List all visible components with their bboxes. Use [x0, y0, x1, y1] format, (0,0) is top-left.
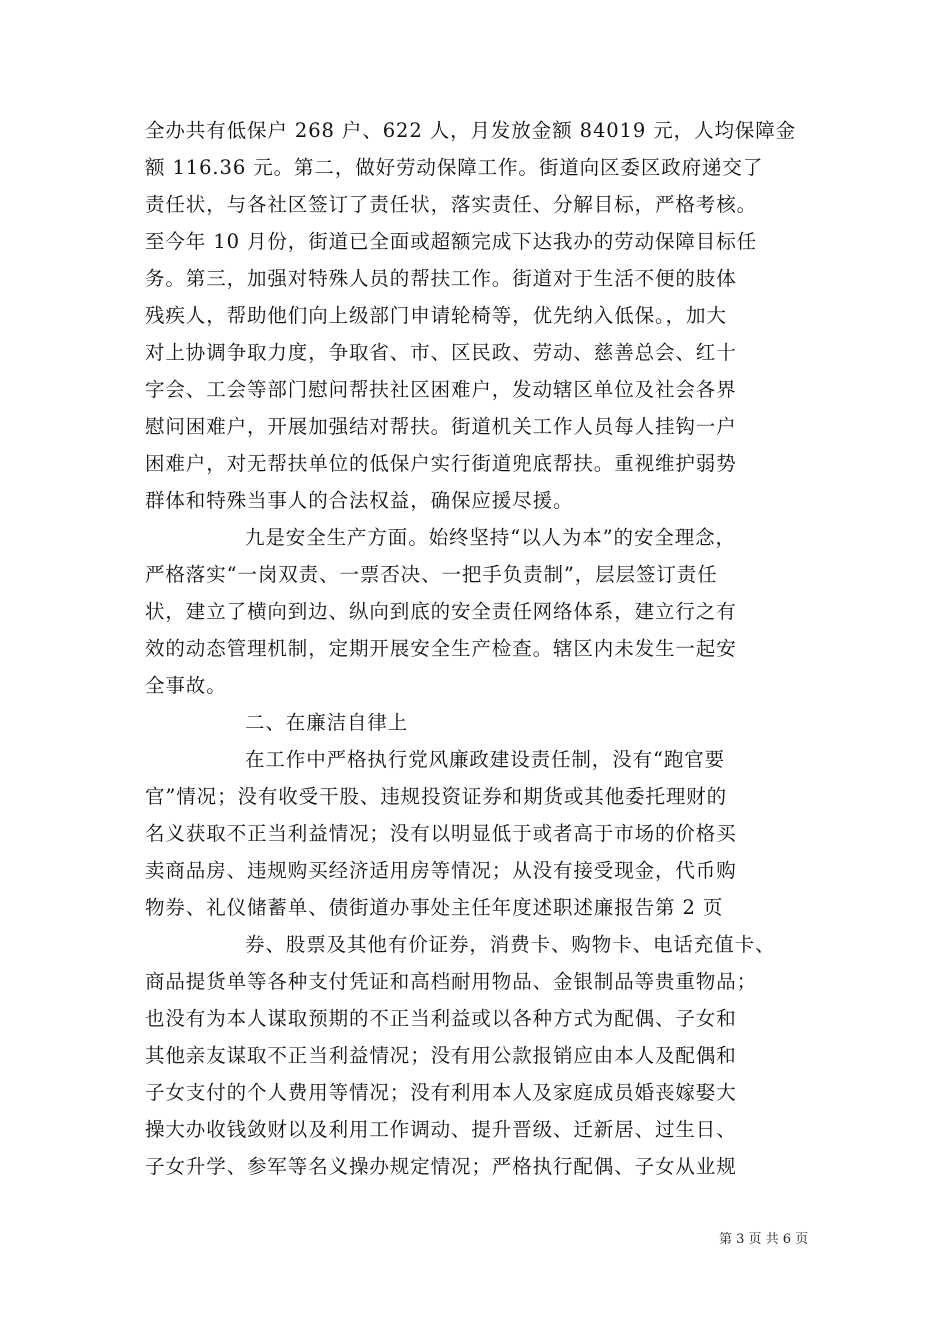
body-line: 困难户，对无帮扶单位的低保户实行街道兜底帮扶。重视维护弱势: [145, 452, 737, 475]
body-line: 残疾人，帮助他们向上级部门申请轮椅等，优先纳入低保。，加大: [145, 304, 727, 327]
body-line: 额 116.36 元。第二，做好劳动保障工作。街道向区委区政府递交了: [145, 156, 764, 179]
body-line: 严格落实“一岗双责、一票否决、一把手负责制”，层层签订责任: [145, 563, 718, 586]
section-heading: 二、在廉洁自律上: [245, 711, 409, 734]
body-line: 全事故。: [145, 674, 227, 697]
paragraph-start-line: 在工作中严格执行党风廉政建设责任制，没有“跑官要: [245, 748, 726, 771]
body-line: 字会、工会等部门慰问帮扶社区困难户，发动辖区单位及社会各界: [145, 378, 737, 401]
body-line: 也没有为本人谋取预期的不正当利益或以各种方式为配偶、子女和: [145, 1007, 737, 1030]
body-line: 物券、礼仪储蓄单、债街道办事处主任年度述职述廉报告第 2 页: [145, 896, 724, 919]
body-line: 操大办收钱敛财以及利用工作调动、提升晋级、迁新居、过生日、: [145, 1118, 737, 1141]
body-line: 状，建立了横向到边、纵向到底的安全责任网络体系，建立行之有: [145, 600, 737, 623]
body-line: 官”情况；没有收受干股、违规投资证券和期货或其他委托理财的: [145, 785, 728, 808]
page-number-footer: 第 3 页 共 6 页: [719, 1232, 809, 1247]
body-line: 效的动态管理机制，定期开展安全生产检查。辖区内未发生一起安: [145, 637, 737, 660]
body-line: 卖商品房、违规购买经济适用房等情况；从没有接受现金，代币购: [145, 859, 737, 882]
body-line: 商品提货单等各种支付凭证和高档耐用物品、金银制品等贵重物品；: [145, 970, 758, 993]
body-line: 至今年 10 月份，街道已全面或超额完成下达我办的劳动保障目标任: [145, 230, 758, 253]
body-line: 名义获取不正当利益情况；没有以明显低于或者高于市场的价格买: [145, 822, 737, 845]
body-line: 慰问困难户，开展加强结对帮扶。街道机关工作人员每人挂钩一户: [145, 415, 737, 438]
body-line: 子女升学、参军等名义操办规定情况；严格执行配偶、子女从业规: [145, 1155, 737, 1178]
paragraph-start-line: 九是安全生产方面。始终坚持“以人为本”的安全理念，: [245, 526, 736, 549]
body-line: 责任状，与各社区签订了责任状，落实责任、分解目标，严格考核。: [145, 193, 758, 216]
body-line: 务。第三，加强对特殊人员的帮扶工作。街道对于生活不便的肢体: [145, 267, 737, 290]
body-line: 群体和特殊当事人的合法权益，确保应援尽援。: [145, 489, 574, 512]
paragraph-start-line: 券、股票及其他有价证券，消费卡、购物卡、电话充值卡、: [245, 933, 776, 956]
body-line: 对上协调争取力度，争取省、市、区民政、劳动、慈善总会、红十: [145, 341, 737, 364]
body-line: 其他亲友谋取不正当利益情况；没有用公款报销应由本人及配偶和: [145, 1044, 737, 1067]
body-line: 全办共有低保户 268 户、622 人，月发放金额 84019 元，人均保障金: [145, 119, 797, 142]
body-line: 子女支付的个人费用等情况；没有利用本人及家庭成员婚丧嫁娶大: [145, 1081, 737, 1104]
